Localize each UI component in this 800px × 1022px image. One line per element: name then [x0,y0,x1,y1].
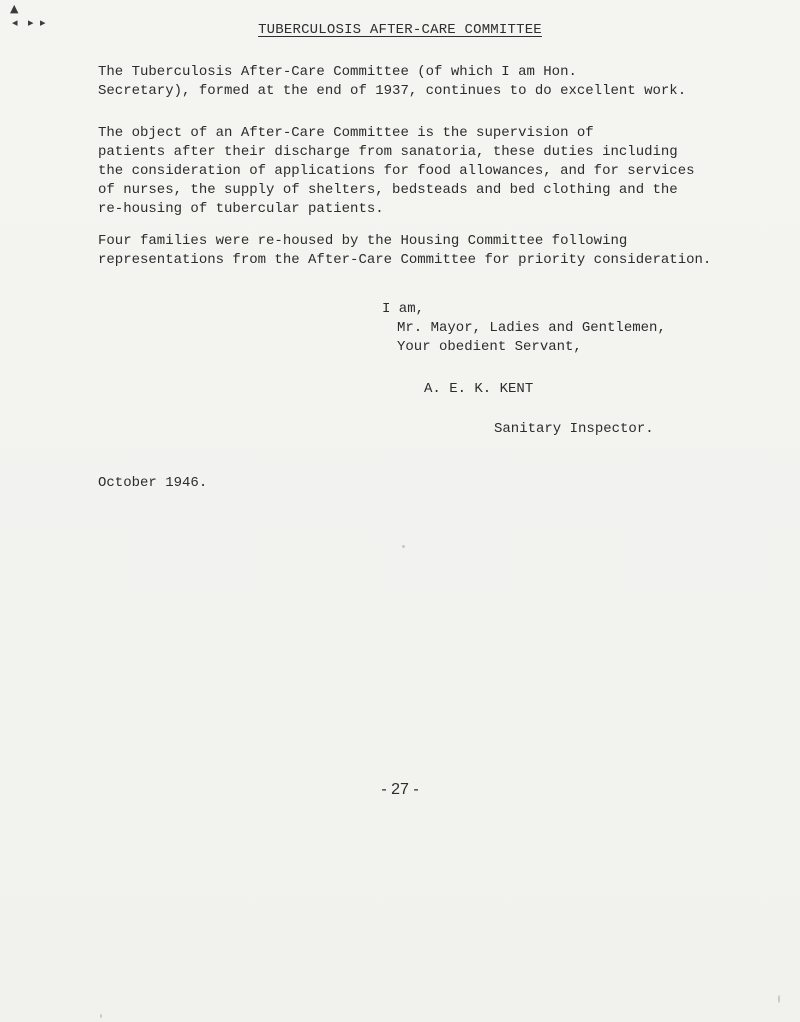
document-title: TUBERCULOSIS AFTER-CARE COMMITTEE [258,22,542,38]
paper-speck [778,995,780,1003]
corner-mark-icon: ▸ [28,16,34,29]
paragraph-3 [98,232,738,270]
closing-line-2: Mr. Mayor, Ladies and Gentlemen, [397,320,666,336]
paragraph-2 [98,124,738,219]
paragraph-line: Four families were re-housed by the Housing Committee following [98,233,628,249]
page-number: - 27 - [381,781,419,798]
corner-mark-icon: ◂ [12,16,18,29]
paragraph-line: of nurses, the supply of shelters, bedsteads and bed clothing and the [98,182,678,198]
signatory-role: Sanitary Inspector. [494,421,654,437]
paragraph-line: patients after their discharge from sanatoria, these duties including [98,144,678,160]
paragraph-line: The object of an After-Care Committee is the supervision of [98,125,594,141]
closing-line-1: I am, [382,301,425,317]
closing-line-3: Your obedient Servant, [397,339,582,355]
paragraph-line: the consideration of applications for food allowances, and for services [98,163,695,179]
paragraph-line: Secretary), formed at the end of 1937, continues to do excellent work. [98,83,687,99]
paragraph-line: representations from the After-Care Committee for priority consideration. [98,252,712,268]
paragraph-line: re-housing of tubercular patients. [98,201,384,217]
corner-mark-icon: ▸ [40,16,46,29]
paper-speck [402,545,405,548]
document-date: October 1946. [98,475,208,491]
paragraph-line: The Tuberculosis After-Care Committee (of which I am Hon. [98,64,577,80]
corner-mark-icon: ▲ [10,2,19,15]
paragraph-1 [98,63,738,101]
signature: A. E. K. KENT [424,381,534,397]
paper-speck [100,1014,102,1018]
